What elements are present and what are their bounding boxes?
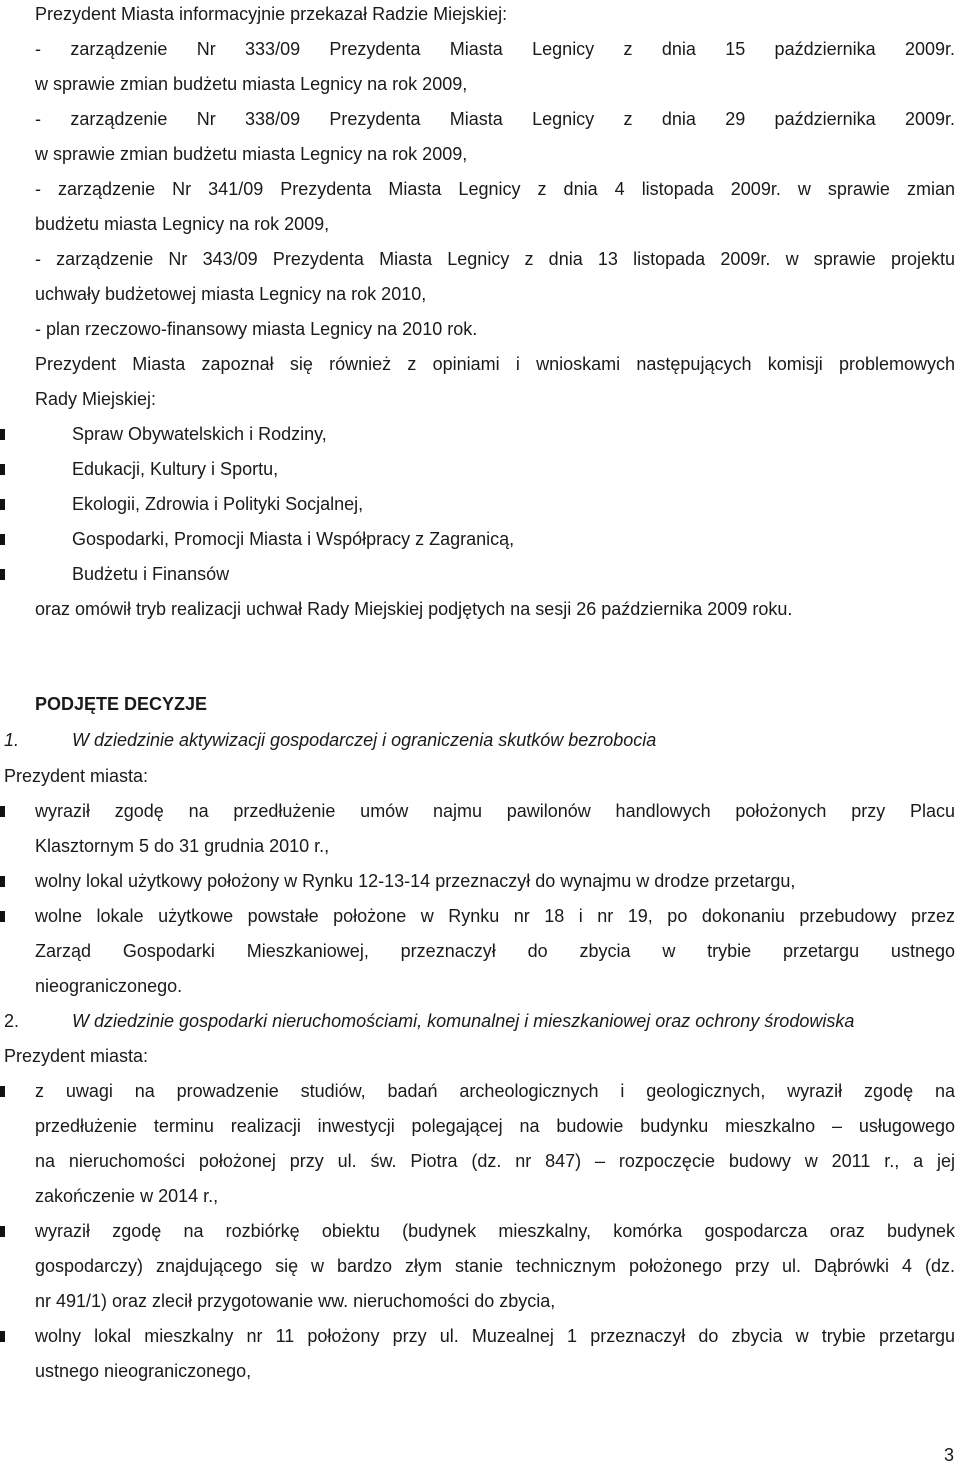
commission-item: Gospodarki, Promocji Miasta i Współpracy z Zagranicą, — [72, 529, 515, 549]
bullet-icon — [0, 1086, 5, 1097]
commissions-closing: oraz omówił tryb realizacji uchwał Rady Miejskiej podjętych na sesji 26 października 2009 roku. — [35, 599, 793, 619]
intro-line: w sprawie zmian budżetu miasta Legnicy na rok 2009, — [35, 144, 468, 164]
commission-item: Spraw Obywatelskich i Rodziny, — [72, 424, 327, 444]
decision-text: wolne lokale użytkowe powstałe położone w Rynku nr 18 i nr 19, po dokonaniu przebudowy przez — [35, 906, 955, 926]
decision-text: wolny lokal użytkowy położony w Rynku 12-13-14 przeznaczył do wynajmu w drodze przetargu, — [35, 871, 796, 891]
commission-item: Edukacji, Kultury i Sportu, — [72, 459, 279, 479]
bullet-icon — [0, 534, 5, 545]
decision-text: nr 491/1) oraz zlecił przygotowanie ww. nieruchomości do zbycia, — [35, 1291, 556, 1311]
commissions-intro: Prezydent Miasta zapoznał się również z opiniami i wnioskami następujących komisji problemowych — [35, 354, 955, 374]
decision-text: na nieruchomości położonej przy ul. św. Piotra (dz. nr 847) – rozpoczęcie budowy w 2011 r., a jej — [35, 1151, 955, 1171]
bullet-icon — [0, 569, 5, 580]
decision-text: Zarząd Gospodarki Mieszkaniowej, przeznaczył do zbycia w trybie przetargu ustnego — [35, 941, 955, 961]
section-title: W dziedzinie gospodarki nieruchomościami, komunalnej i mieszkaniowej oraz ochrony środowiska — [72, 1011, 855, 1031]
decision-text: zakończenie w 2014 r., — [35, 1186, 219, 1206]
bullet-icon — [0, 499, 5, 510]
decision-text: Klasztornym 5 do 31 grudnia 2010 r., — [35, 836, 330, 856]
intro-line: - zarządzenie Nr 333/09 Prezydenta Miasta Legnicy z dnia 15 października 2009r. — [35, 39, 955, 59]
section-number: 2. — [4, 1011, 20, 1031]
intro-line: - zarządzenie Nr 341/09 Prezydenta Miasta Legnicy z dnia 4 listopada 2009r. w sprawie zmian — [35, 179, 955, 199]
section-number: 1. — [4, 730, 20, 750]
intro-line: uchwały budżetowej miasta Legnicy na rok 2010, — [35, 284, 427, 304]
bullet-icon — [0, 806, 5, 817]
section-title: W dziedzinie aktywizacji gospodarczej i ograniczenia skutków bezrobocia — [72, 730, 657, 750]
decision-text: wyraził zgodę na przedłużenie umów najmu pawilonów handlowych położonych przy Placu — [35, 801, 955, 821]
section-subject: Prezydent miasta: — [4, 766, 149, 786]
commission-item: Budżetu i Finansów — [72, 564, 230, 584]
commissions-intro: Rady Miejskiej: — [35, 389, 157, 409]
decision-text: nieograniczonego. — [35, 976, 183, 996]
page-number: 3 — [943, 1445, 954, 1465]
intro-line: - plan rzeczowo-finansowy miasta Legnicy na 2010 rok. — [35, 319, 478, 339]
intro-line: budżetu miasta Legnicy na rok 2009, — [35, 214, 330, 234]
bullet-icon — [0, 1331, 5, 1342]
bullet-icon — [0, 464, 5, 475]
decision-text: ustnego nieograniczonego, — [35, 1361, 252, 1381]
section-subject: Prezydent miasta: — [4, 1046, 149, 1066]
decision-text: wolny lokal mieszkalny nr 11 położony przy ul. Muzealnej 1 przeznaczył do zbycia w trybie przetargu — [35, 1326, 955, 1346]
commission-item: Ekologii, Zdrowia i Polityki Socjalnej, — [72, 494, 364, 514]
bullet-icon — [0, 876, 5, 887]
bullet-icon — [0, 429, 5, 440]
decision-text: gospodarczy) znajdującego się w bardzo złym stanie technicznym położonego przy ul. Dąbrówki 4 (dz. — [35, 1256, 955, 1276]
intro-line: - zarządzenie Nr 338/09 Prezydenta Miasta Legnicy z dnia 29 października 2009r. — [35, 109, 955, 129]
intro-line: - zarządzenie Nr 343/09 Prezydenta Miasta Legnicy z dnia 13 listopada 2009r. w sprawie projektu — [35, 249, 955, 269]
decision-text: przedłużenie terminu realizacji inwestycji polegającej na budowie budynku mieszkalno – usługowego — [35, 1116, 955, 1136]
bullet-icon — [0, 911, 5, 922]
decision-text: wyraził zgodę na rozbiórkę obiektu (budynek mieszkalny, komórka gospodarcza oraz budynek — [35, 1221, 955, 1241]
decisions-heading: PODJĘTE DECYZJE — [35, 694, 208, 714]
intro-line: Prezydent Miasta informacyjnie przekazał Radzie Miejskiej: — [35, 4, 508, 24]
decision-text: z uwagi na prowadzenie studiów, badań archeologicznych i geologicznych, wyraził zgodę na — [35, 1081, 955, 1101]
bullet-icon — [0, 1226, 5, 1237]
intro-line: w sprawie zmian budżetu miasta Legnicy na rok 2009, — [35, 74, 468, 94]
